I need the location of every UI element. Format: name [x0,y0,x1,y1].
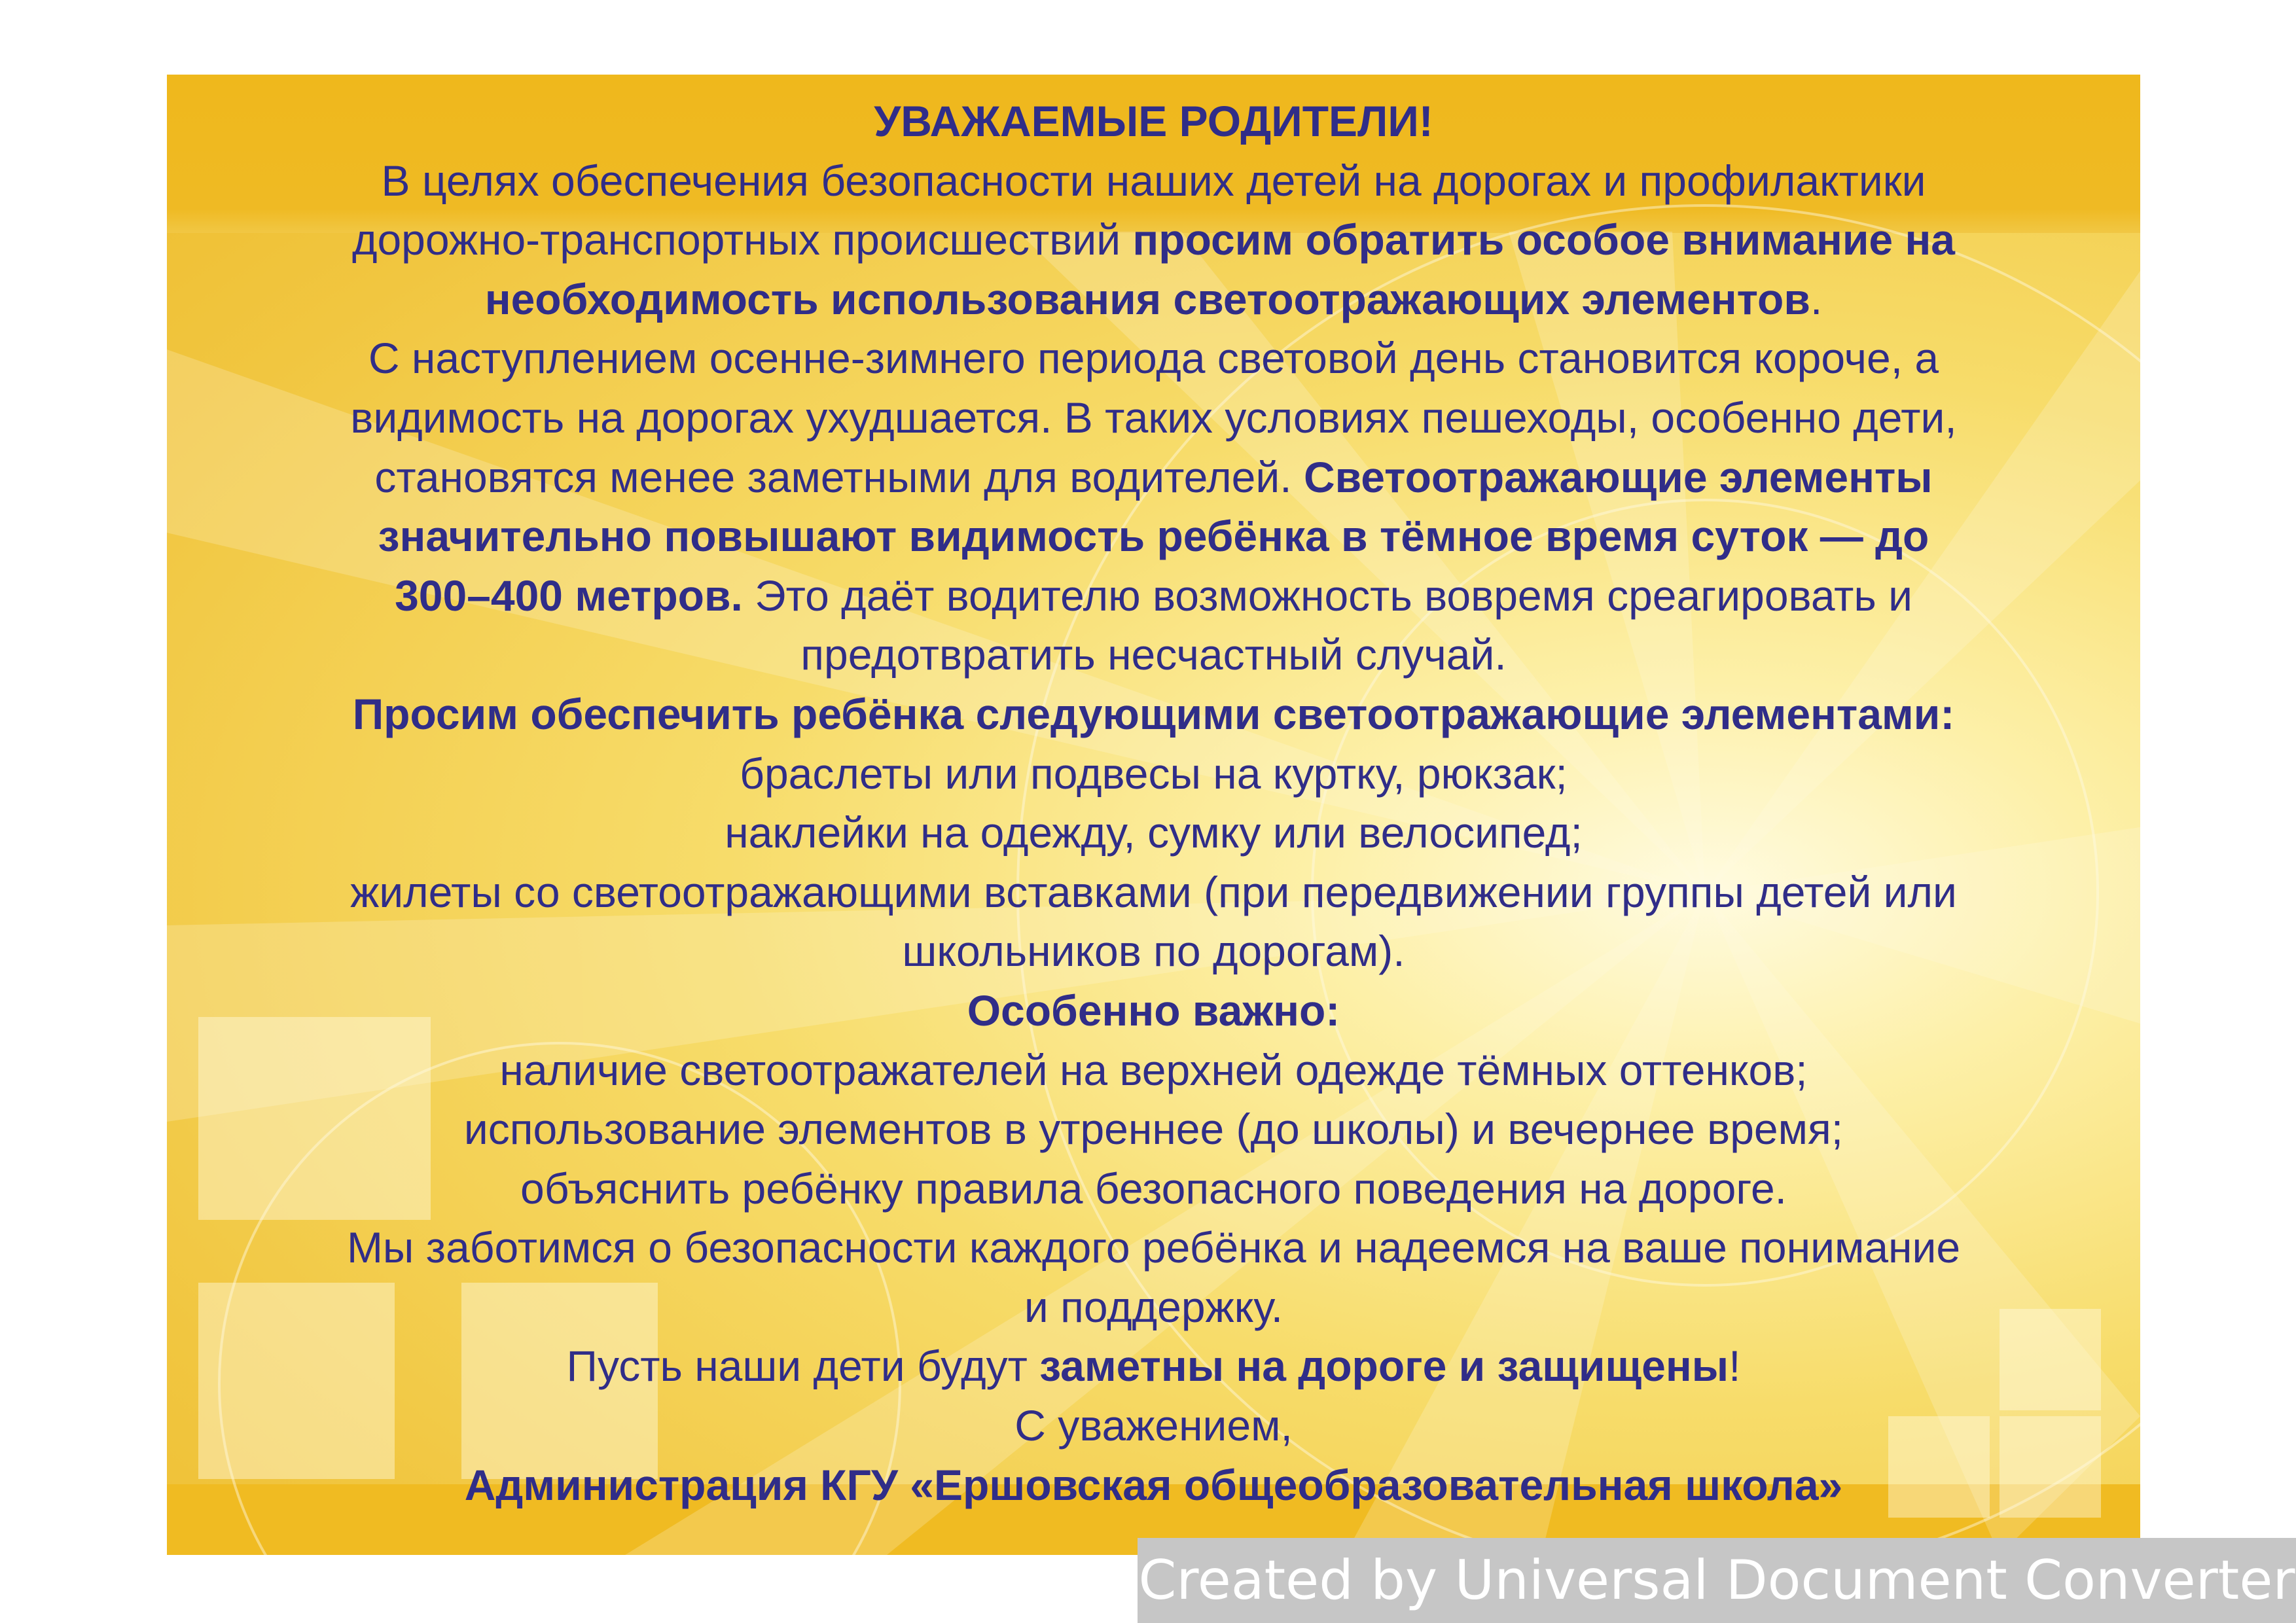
converter-watermark: Created by Universal Document Converter [1138,1538,2296,1623]
season-emphasis: значительно повышают видимость ребёнка в тёмное время суток — до [378,512,1929,561]
season-emphasis: Светоотражающие элементы [1303,452,1933,501]
wish-emphasis: заметны на дороге и защищены [1039,1342,1729,1391]
intro-text: В целях обеспечения безопасности наших детей на дорогах и профилактики [381,156,1926,205]
intro-punctuation: . [1810,274,1823,323]
season-text: становятся менее заметными для водителей. [374,452,1304,501]
request-item: браслеты или подвесы на куртку, рюкзак; [740,749,1568,798]
intro-emphasis: просим обратить особое внимание на [1132,215,1956,264]
regards-text: С уважением, [1014,1401,1293,1450]
season-text: предотвратить несчастный случай. [800,630,1507,679]
request-item: жилеты со светоотражающими вставками (при передвижении группы детей или [350,867,1957,916]
wish-punctuation: ! [1729,1342,1741,1391]
season-text: Это даёт водителю возможность вовремя среагировать и [742,571,1912,620]
notice-poster [167,75,2140,1555]
important-item: объяснить ребёнку правила безопасного поведения на дороге. [520,1164,1787,1213]
closing-text: и поддержку. [1024,1282,1283,1331]
request-item: школьников по дорогам). [902,927,1405,976]
season-emphasis: 300–400 метров. [395,571,743,620]
season-text: видимость на дорогах ухудшается. В таких условиях пешеходы, особенно дети, [350,393,1957,442]
intro-emphasis: необходимость использования светоотражающих элементов [484,274,1810,323]
wish-text: Пусть наши дети будут [566,1342,1040,1391]
signature: Администрация КГУ «Ершовская общеобразовательная школа» [464,1460,1843,1509]
notice-text [167,92,2140,1514]
heading: УВАЖАЕМЫЕ РОДИТЕЛИ! [874,97,1433,145]
request-item: наклейки на одежду, сумку или велосипед; [725,808,1583,857]
important-item: наличие светоотражателей на верхней одежде тёмных оттенков; [499,1045,1808,1094]
important-heading: Особенно важно: [967,986,1340,1035]
season-text: С наступлением осенне-зимнего периода световой день становится короче, а [368,334,1939,383]
intro-text: дорожно-транспортных происшествий [351,215,1133,264]
important-item: использование элементов в утреннее (до школы) и вечернее время; [463,1105,1844,1154]
request-heading: Просим обеспечить ребёнка следующими светоотражающие элементами: [352,689,1955,738]
closing-text: Мы заботимся о безопасности каждого ребёнка и надеемся на ваше понимание [346,1223,1961,1272]
